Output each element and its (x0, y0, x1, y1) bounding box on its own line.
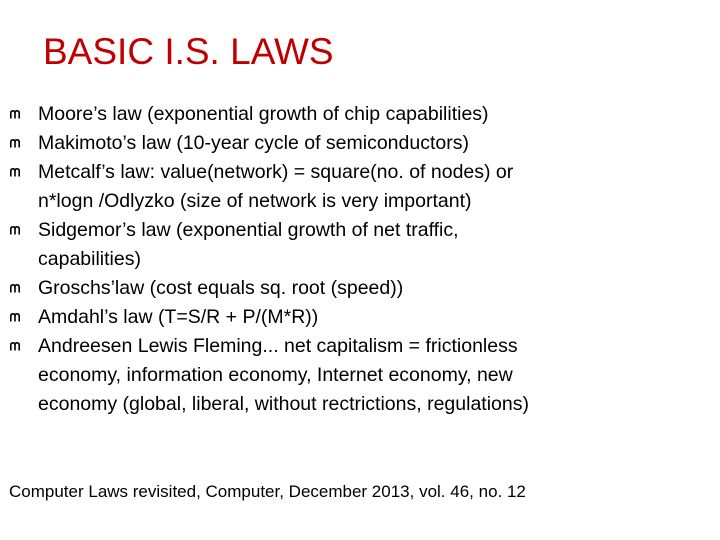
m-shaped-bullet-icon (10, 100, 38, 129)
bullet-text: Andreesen Lewis Fleming... net capitalism = frictionless economy, information economy, Internet economy, new economy (global, liberal, without rectrictions, regulations) (38, 335, 529, 415)
m-shaped-bullet-icon (10, 158, 38, 187)
footer-citation: Computer Laws revisited, Computer, December 2013, vol. 46, no. 12 (9, 482, 526, 501)
m-shaped-bullet-icon (10, 332, 38, 361)
m-shaped-bullet-icon (10, 129, 38, 158)
bullet-item-metcalfs-law (10, 158, 700, 216)
bullet-item-sidgemors-law (10, 216, 700, 274)
bullet-item-andreesen-lewis-fleming (10, 332, 700, 419)
bullet-item-amdahls-law (10, 303, 700, 332)
bullet-text: Amdahl’s law (T=S/R + P/(M*R)) (38, 306, 319, 328)
m-shaped-bullet-icon (10, 303, 38, 332)
bullet-item-makimotos-law (10, 129, 700, 158)
bullet-item-moores-law (10, 100, 700, 129)
m-shaped-bullet-icon (10, 216, 38, 245)
bullet-text: Groschs’law (cost equals sq. root (speed)) (38, 277, 404, 299)
bullet-text: Makimoto’s law (10-year cycle of semiconductors) (38, 132, 469, 154)
bullet-text: Sidgemor’s law (exponential growth of net traffic, capabilities) (38, 219, 459, 270)
bullet-text: Metcalf’s law: value(network) = square(no. of nodes) or n*logn /Odlyzko (size of network is very important) (38, 161, 514, 212)
laws-bullet-list (10, 100, 700, 419)
bullet-item-groschs-law (10, 274, 700, 303)
m-shaped-bullet-icon (10, 274, 38, 303)
bullet-text: Moore’s law (exponential growth of chip capabilities) (38, 103, 489, 125)
slide-title: BASIC I.S. LAWS (43, 31, 334, 72)
